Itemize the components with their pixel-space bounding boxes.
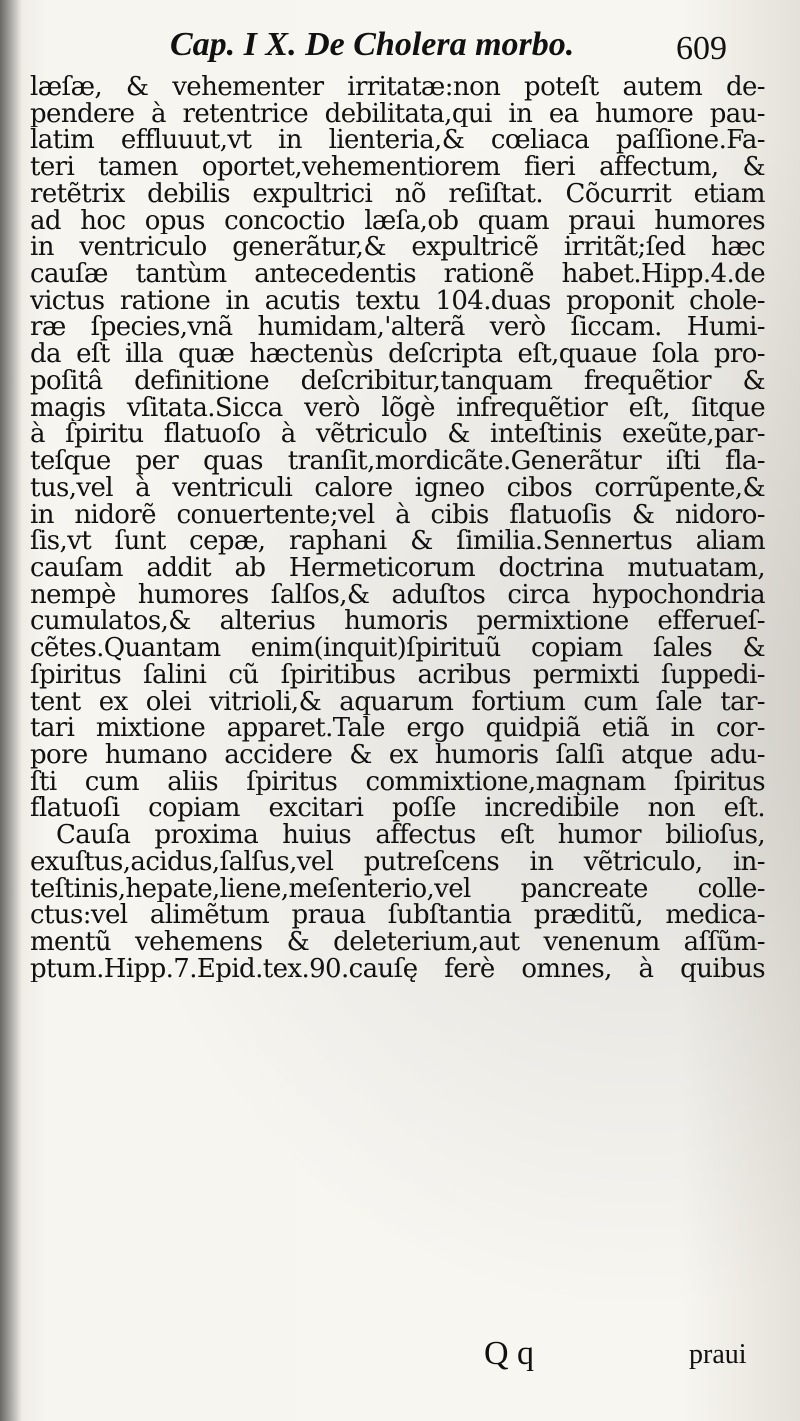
running-title: Cap. I X. De Cholera morbo. <box>170 26 575 63</box>
text-line: à ſpiritu flatuoſo à vẽtriculo & inteſtinis exeũte,par- <box>30 421 765 449</box>
text-line: nempè humores ſalſos,& aduſtos circa hypochondria <box>30 581 765 609</box>
text-line: teſtinis,hepate,liene,meſenterio,vel pancreate colle- <box>30 875 765 903</box>
text-line: in nidorẽ conuertente;vel à cibis flatuoſis & nidoro- <box>30 501 765 529</box>
text-line: magis vſitata.Sicca verò lõgè infrequẽtior eſt, ſitque <box>30 394 765 422</box>
text-line: cauſam addit ab Hermeticorum doctrina mutuatam, <box>30 554 765 582</box>
text-line: poſitâ definitione deſcribitur,tanquam frequẽtior & <box>30 367 765 395</box>
text-line: ſti cum aliis ſpiritus commixtione,magnam ſpiritus <box>30 768 765 796</box>
text-line: pore humano accidere & ex humoris ſalſi atque adu- <box>30 741 765 769</box>
text-line: tari mixtione apparet.Tale ergo quidpiã etiã in cor- <box>30 715 765 742</box>
text-line: pendere à retentrice debilitata,qui in ea humore pau- <box>30 100 765 128</box>
text-line: ctus:vel alimẽtum praua ſubſtantia præditũ, medica- <box>30 902 765 929</box>
text-line: flatuoſi copiam excitari poſſe incredibile non eſt. <box>30 795 765 823</box>
text-line: victus ratione in acutis textu 104.duas proponit chole- <box>30 287 765 315</box>
text-line: ſis,vt ſunt cepæ, raphani & ſimilia.Sennertus aliam <box>30 528 765 555</box>
text-line: mentũ vehemens & deleterium,aut venenum aſſũm- <box>30 929 765 956</box>
text-line: latim effluuut,vt in lienteria,& cœliaca paſſione.Fa- <box>30 127 765 155</box>
text-line: ſpiritus ſalini cũ ſpiritibus acribus permixti ſuppedi- <box>30 661 765 689</box>
text-line: ad hoc opus concoctio læſa,ob quam praui humores <box>30 207 765 235</box>
text-line: cumulatos,& alterius humoris permixtione efferueſ- <box>30 608 765 636</box>
text-line: ræ ſpecies,vnã humidam,'alterã verò ſiccam. Humi- <box>30 314 765 342</box>
text-line: tent ex olei vitrioli,& aquarum fortium cum ſale tar- <box>30 688 765 716</box>
text-line: ptum.Hipp.7.Epid.tex.90.cauſę ferè omnes, à quibus <box>30 955 765 983</box>
signature-mark: Q q <box>484 1335 535 1372</box>
page-header <box>170 16 770 70</box>
gutter-shadow <box>0 0 22 1421</box>
text-line: teſque per quas tranſit,mordicãte.Generãtur iſti fla- <box>30 448 765 475</box>
page-number: 609 <box>676 30 727 67</box>
text-line: Cauſa proxima huius affectus eſt humor bilioſus, <box>56 822 765 849</box>
text-line: retẽtrix debilis expultrici nõ reſiſtat. Cõcurrit etiam <box>30 180 765 208</box>
text-line: tus,vel à ventriculi calore igneo cibos corrũpente,& <box>30 474 765 502</box>
text-line: da eſt illa quæ hæctenùs deſcripta eſt,quaue ſola pro- <box>30 341 765 368</box>
text-line: cẽtes.Quantam enim(inquit)ſpirituũ copiam ſales & <box>30 635 765 662</box>
text-line: exuſtus,acidus,ſalſus,vel putreſcens in vẽtriculo, in- <box>30 848 765 876</box>
body-text <box>30 74 765 982</box>
text-line: cauſæ tantùm antecedentis rationẽ habet.Hipp.4.de <box>30 261 765 288</box>
text-line: in ventriculo generãtur,& expultricẽ irritãt;ſed hæc <box>30 234 765 262</box>
catchword: praui <box>689 1339 747 1370</box>
text-line: teri tamen oportet,vehementiorem fieri affectum, & <box>30 154 765 181</box>
page-footer <box>0 1335 800 1385</box>
text-line: læſæ, & vehementer irritatæ:non poteſt autem de- <box>30 74 765 101</box>
